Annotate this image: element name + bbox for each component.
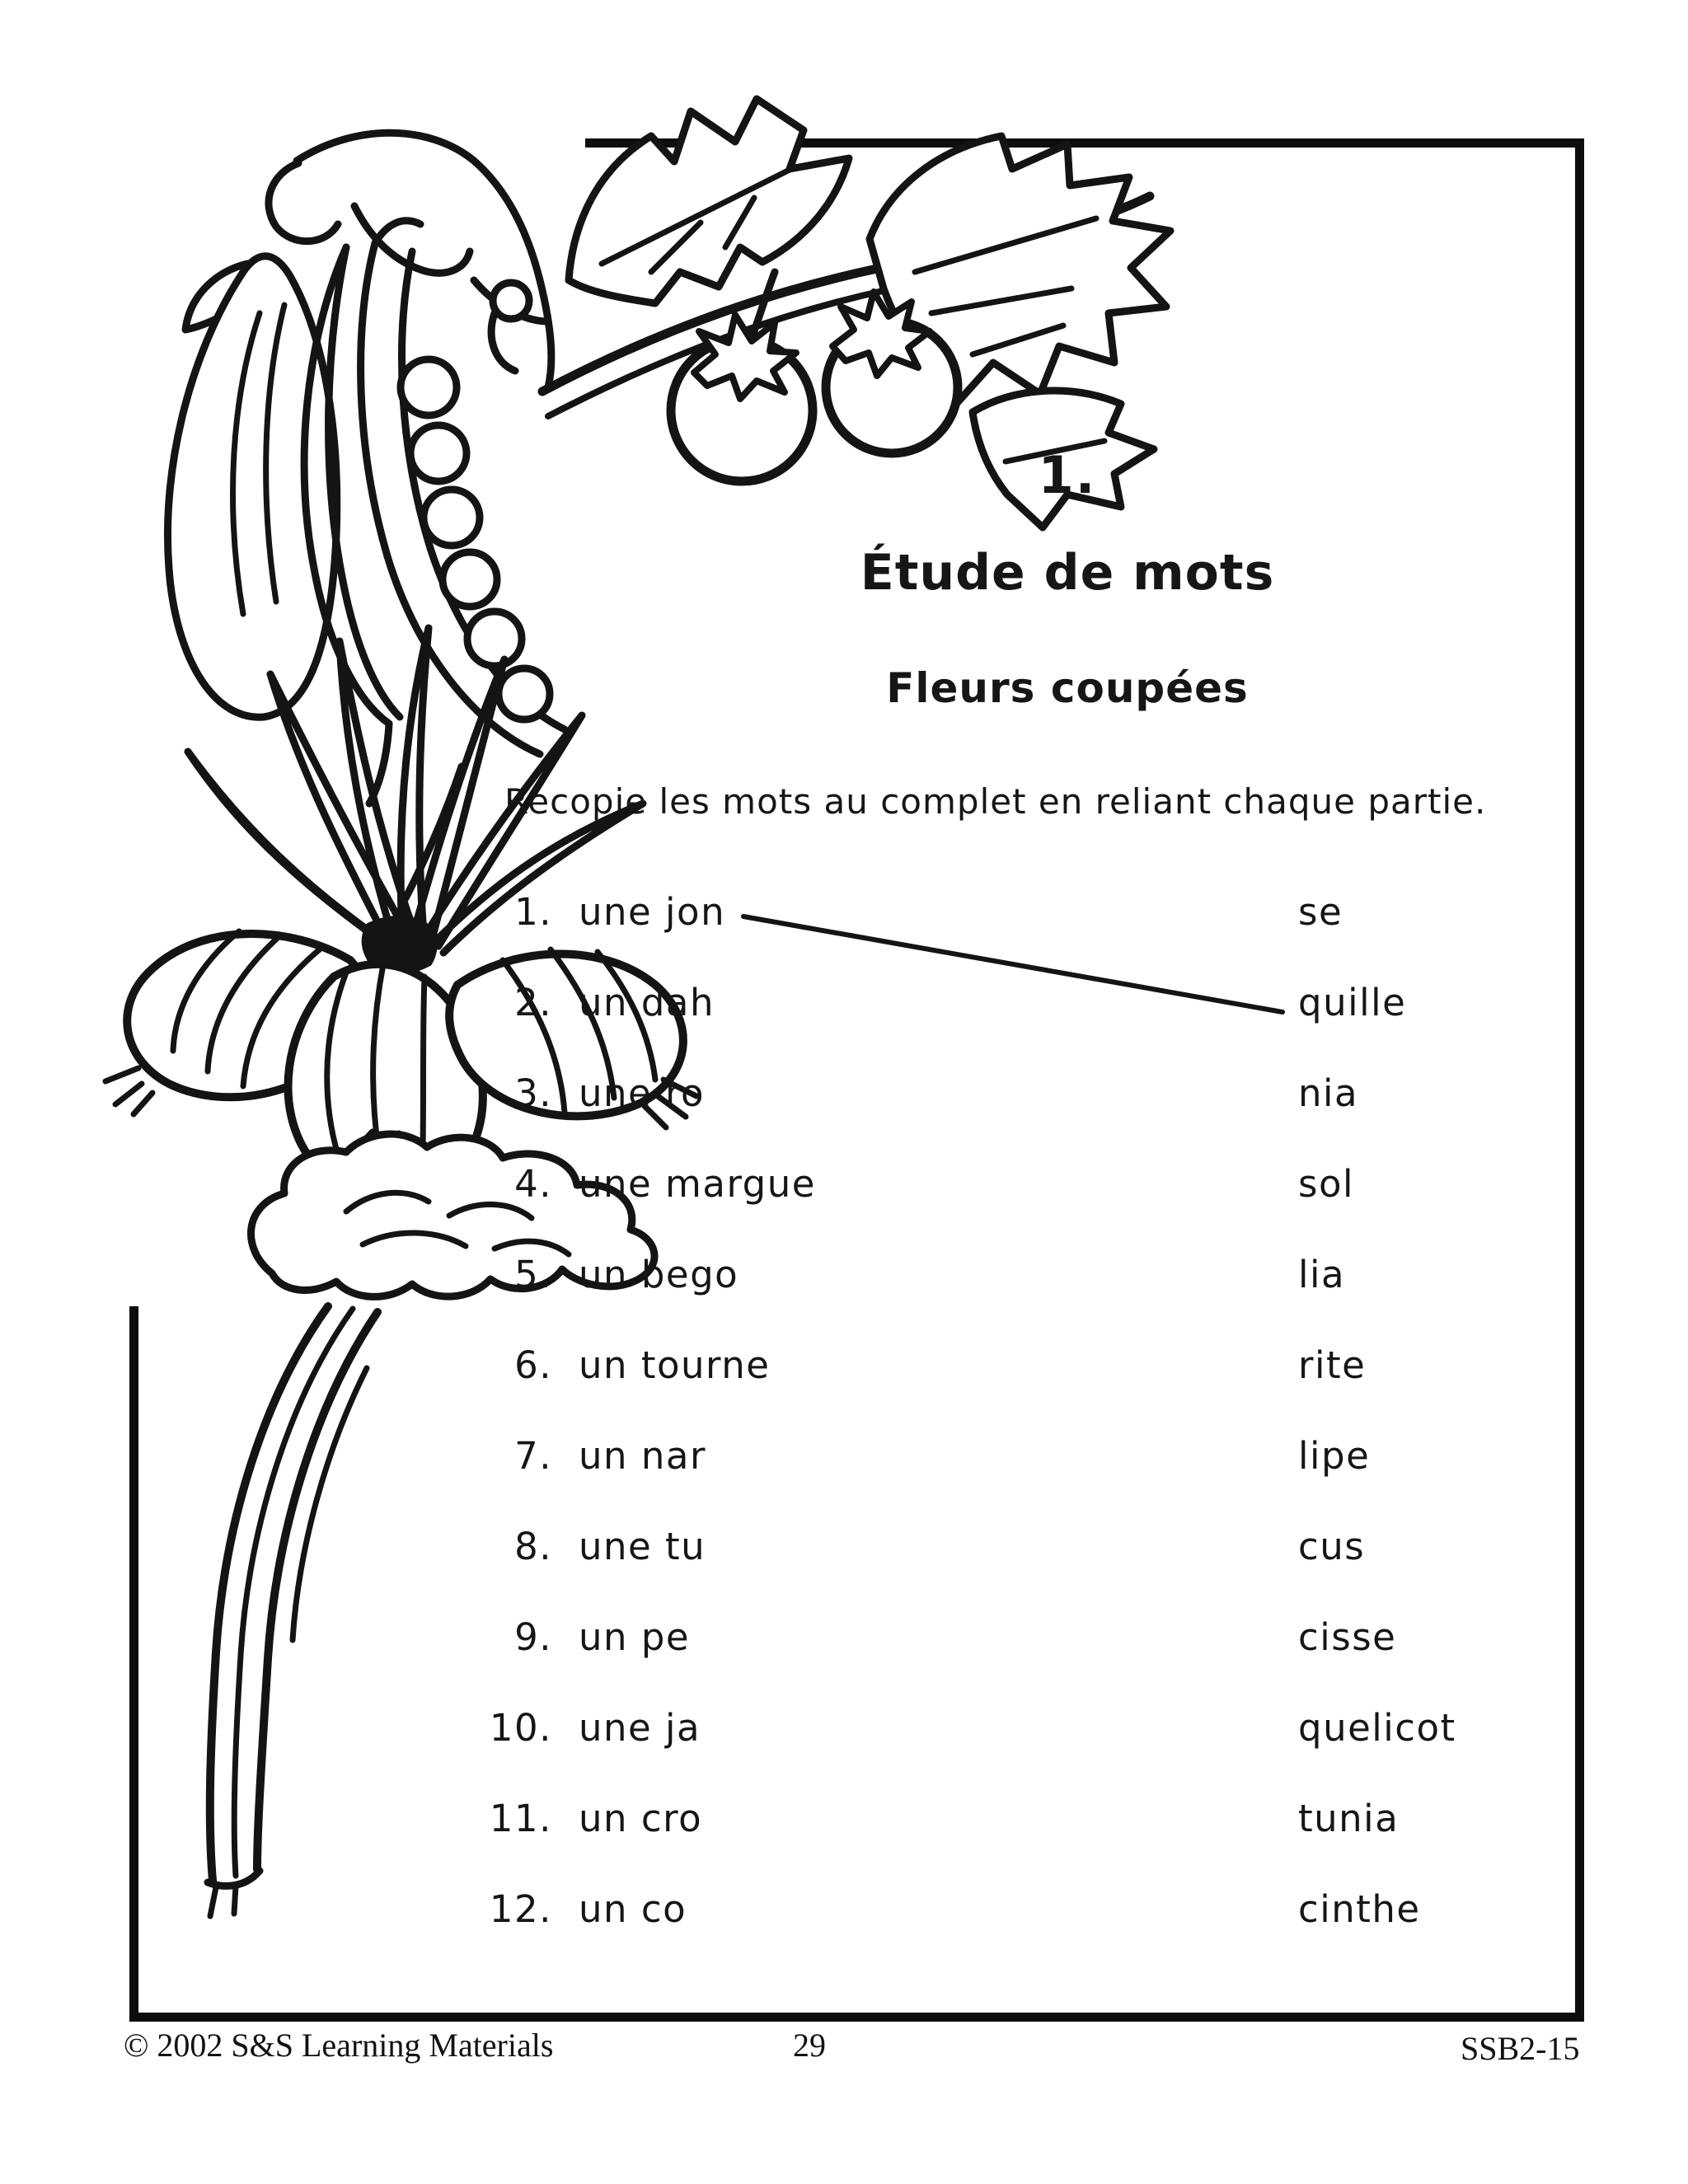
footer-copyright: © 2002 S&S Learning Materials	[124, 2027, 554, 2064]
word-match-row	[478, 1248, 1632, 1301]
item-number: 3.	[514, 1071, 552, 1115]
item-number: 4.	[514, 1161, 552, 1206]
item-number: 5.	[514, 1252, 552, 1296]
word-beginning: un dah	[579, 980, 715, 1024]
item-number: 11.	[489, 1796, 552, 1840]
word-ending: cisse	[1298, 1615, 1397, 1659]
word-ending: lia	[1298, 1252, 1346, 1296]
pea	[401, 359, 457, 415]
item-number: 12.	[489, 1886, 552, 1931]
pea	[410, 425, 467, 481]
celery-stalk	[210, 1306, 328, 1881]
word-match-row	[478, 1610, 1632, 1663]
item-number: 10.	[489, 1705, 552, 1750]
pea	[424, 490, 480, 546]
page-title: Étude de mots	[860, 544, 1275, 602]
word-match-row	[478, 1157, 1632, 1210]
tomato-leaf	[569, 99, 849, 303]
word-beginning: une tu	[579, 1524, 706, 1568]
item-number: 8.	[514, 1524, 552, 1568]
tomato-calyx	[694, 315, 796, 399]
word-match-row	[478, 976, 1632, 1029]
word-beginning: une margue	[579, 1161, 816, 1206]
word-ending: se	[1298, 889, 1343, 934]
word-ending: cinthe	[1298, 1886, 1421, 1931]
item-number: 2.	[514, 980, 552, 1024]
word-beginning: un tourne	[579, 1343, 771, 1387]
footer-page-number: 29	[793, 2027, 826, 2064]
item-number: 9.	[514, 1615, 552, 1659]
footer-document-code: SSB2-15	[1461, 2030, 1580, 2067]
word-ending: quelicot	[1298, 1705, 1456, 1750]
word-match-row	[478, 1792, 1632, 1844]
word-ending: cus	[1298, 1524, 1366, 1568]
word-beginning: un cro	[579, 1796, 703, 1840]
word-beginning: une ro	[579, 1071, 706, 1115]
instruction-text: Recopie les mots au complet en reliant chaque partie.	[504, 781, 1487, 822]
word-beginning: une ja	[579, 1705, 701, 1750]
item-number: 1.	[514, 889, 552, 934]
word-ending: sol	[1298, 1161, 1354, 1206]
exercise-number: 1.	[1038, 445, 1097, 505]
word-ending: nia	[1298, 1071, 1359, 1115]
pea	[443, 552, 497, 607]
word-beginning: un nar	[579, 1433, 706, 1478]
word-match-row	[478, 1066, 1632, 1119]
word-match-row	[478, 1701, 1632, 1754]
item-number: 7.	[514, 1433, 552, 1478]
word-beginning: un co	[579, 1886, 687, 1931]
word-match-row	[478, 1882, 1632, 1935]
word-ending: rite	[1298, 1343, 1367, 1387]
word-beginning: une jon	[579, 889, 726, 934]
word-match-row	[478, 1429, 1632, 1482]
word-ending: lipe	[1298, 1433, 1371, 1478]
item-number: 6.	[514, 1343, 552, 1387]
word-ending: quille	[1298, 980, 1407, 1024]
word-beginning: un bego	[579, 1252, 739, 1296]
pea	[467, 612, 522, 666]
page-subtitle: Fleurs coupées	[886, 664, 1249, 712]
word-match-row	[478, 885, 1632, 938]
word-match-row	[478, 1338, 1632, 1391]
word-ending: tunia	[1298, 1796, 1400, 1840]
word-beginning: un pe	[579, 1615, 691, 1659]
word-match-row	[478, 1520, 1632, 1572]
